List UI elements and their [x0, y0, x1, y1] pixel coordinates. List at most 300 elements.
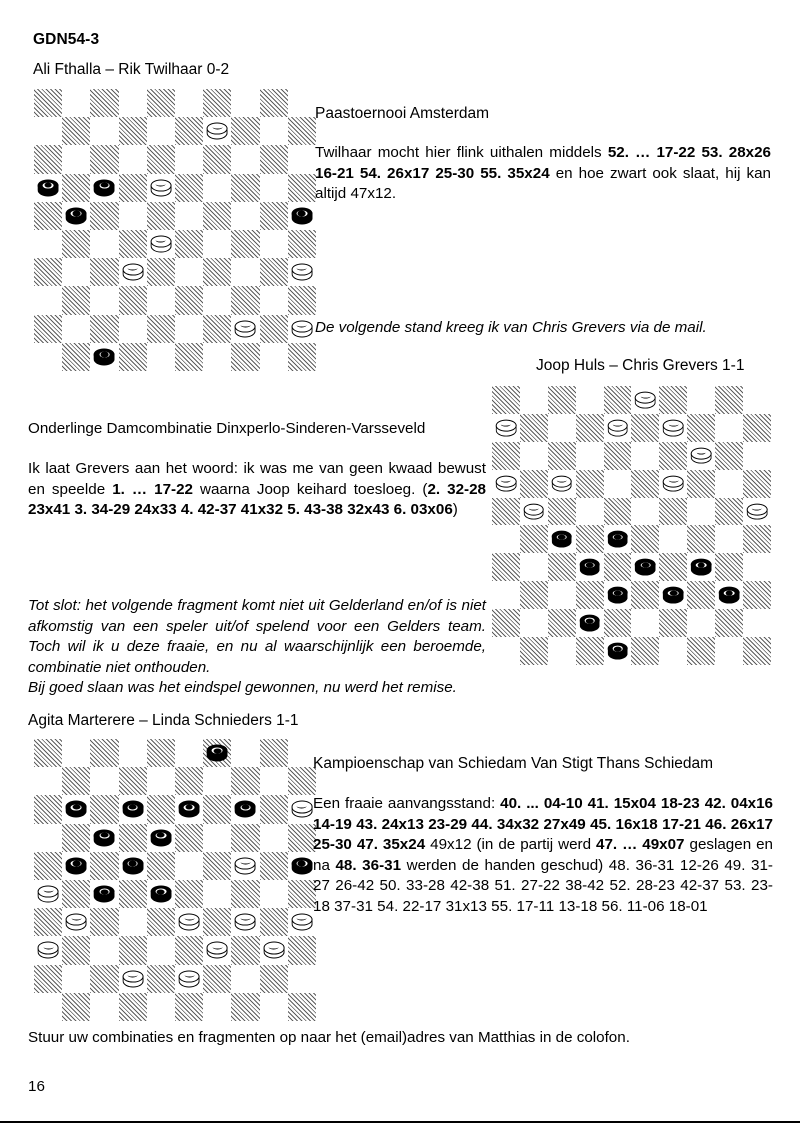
board-square-dark: [203, 202, 231, 230]
board-square-dark: [147, 908, 175, 936]
board-square-light: [119, 89, 147, 117]
white-piece: [122, 264, 143, 281]
commentary-run: 49x12 (in de partij werd: [425, 836, 597, 853]
board-square-light: [715, 525, 743, 553]
board-square-dark: [548, 609, 576, 637]
board-square-light: [492, 525, 520, 553]
board-square-dark: [231, 117, 259, 145]
board-square-light: [231, 965, 259, 993]
commentary-run: werden de handen geschud) 48. 36-31 12-26 49. 31-27 26-42 50. 33-28 42-38 51. 27-22 38-42 52. 28-23 42-37 53. 23-18 37-31 54. 22-17 31x13 55. 17-11 13-18 56. 11-06 18-01: [313, 856, 773, 915]
board-square-light: [604, 525, 632, 553]
board-square-dark: [90, 315, 118, 343]
board-square-dark: [62, 767, 90, 795]
board-square-light: [147, 230, 175, 258]
board-square-light: [175, 795, 203, 823]
white-piece: [496, 419, 517, 436]
board-square-light: [62, 795, 90, 823]
board-square-dark: [90, 202, 118, 230]
board-square-dark: [119, 343, 147, 371]
board-square-light: [520, 386, 548, 414]
board-square-dark: [659, 386, 687, 414]
white-piece: [691, 447, 712, 464]
board-square-dark: [62, 230, 90, 258]
board-square-dark: [288, 286, 316, 314]
board-square-light: [548, 637, 576, 665]
board-square-dark: [548, 442, 576, 470]
board-square-light: [604, 637, 632, 665]
board-square-light: [687, 442, 715, 470]
board-square-light: [119, 258, 147, 286]
board-square-dark: [231, 993, 259, 1021]
board-square-light: [147, 993, 175, 1021]
board-square-light: [119, 852, 147, 880]
board-square-light: [743, 609, 771, 637]
board-square-dark: [147, 315, 175, 343]
board-square-light: [743, 553, 771, 581]
board-square-dark: [231, 880, 259, 908]
board-square-light: [231, 89, 259, 117]
board-square-light: [260, 880, 288, 908]
footer-note: Stuur uw combinaties en fragmenten op naar het (email)adres van Matthias in de colofon.: [28, 1029, 630, 1046]
board-square-dark: [175, 174, 203, 202]
white-piece: [291, 801, 312, 818]
black-piece: [38, 179, 59, 196]
board-square-light: [62, 89, 90, 117]
piece-core: [642, 562, 650, 567]
board-square-dark: [604, 442, 632, 470]
commentary-text-1: [315, 143, 771, 205]
board-square-light: [175, 908, 203, 936]
board-square-dark: [260, 908, 288, 936]
piece-core: [44, 183, 52, 188]
board-square-light: [715, 581, 743, 609]
board-square-light: [34, 286, 62, 314]
piece-core: [157, 889, 165, 894]
move-notation: 2. 32-28 23x41 3. 34-29 24x33 4. 42-37 41x32 5. 43-38 32x43 6. 03x06: [28, 480, 486, 518]
white-piece: [235, 320, 256, 337]
white-piece: [551, 475, 572, 492]
board-square-dark: [62, 824, 90, 852]
board-square-light: [119, 965, 147, 993]
board-square-dark: [715, 442, 743, 470]
board-square-light: [659, 581, 687, 609]
board-square-light: [90, 880, 118, 908]
game-heading-1: Ali Fthalla – Rik Twilhaar 0-2: [33, 61, 230, 78]
white-piece: [66, 914, 87, 931]
piece-core: [185, 805, 193, 810]
board-square-light: [119, 795, 147, 823]
board-square-light: [90, 993, 118, 1021]
piece-core: [129, 805, 137, 810]
black-piece: [607, 531, 628, 548]
board-square-dark: [260, 852, 288, 880]
board-square-dark: [604, 386, 632, 414]
board-square-light: [203, 286, 231, 314]
white-piece: [207, 942, 228, 959]
board-square-dark: [147, 739, 175, 767]
board-square-light: [260, 286, 288, 314]
black-piece: [691, 559, 712, 576]
white-piece: [291, 914, 312, 931]
board-square-light: [34, 343, 62, 371]
board-square-dark: [288, 117, 316, 145]
board-square-dark: [743, 414, 771, 442]
board-square-dark: [90, 965, 118, 993]
board-square-dark: [203, 315, 231, 343]
event-name-3: Kampioenschap van Schiedam Van Stigt Thans Schiedam: [313, 755, 714, 772]
black-piece: [150, 829, 171, 846]
board-square-light: [548, 581, 576, 609]
board-square-light: [231, 908, 259, 936]
board-square-dark: [231, 286, 259, 314]
board-square-dark: [743, 637, 771, 665]
board-agita-marterere-linda-schnieders: [34, 739, 316, 1021]
board-square-dark: [119, 230, 147, 258]
white-piece: [635, 392, 656, 409]
white-piece: [150, 236, 171, 253]
board-square-light: [119, 739, 147, 767]
board-square-dark: [175, 286, 203, 314]
board-square-light: [90, 117, 118, 145]
board-square-light: [520, 498, 548, 526]
piece-core: [101, 183, 109, 188]
board-square-light: [119, 908, 147, 936]
board-square-light: [631, 386, 659, 414]
board-square-dark: [203, 965, 231, 993]
board-square-light: [604, 470, 632, 498]
board-square-light: [147, 767, 175, 795]
board-square-light: [260, 230, 288, 258]
piece-core: [586, 562, 594, 567]
board-square-light: [34, 767, 62, 795]
board-square-dark: [288, 174, 316, 202]
board-square-dark: [231, 343, 259, 371]
commentary-run: waarna Joop keihard toesloeg. (: [192, 480, 428, 498]
board-square-light: [492, 637, 520, 665]
board-square-light: [715, 637, 743, 665]
board-square-dark: [260, 258, 288, 286]
board-square-dark: [288, 993, 316, 1021]
board-square-dark: [34, 202, 62, 230]
board-square-light: [548, 525, 576, 553]
commentary-run: ): [452, 501, 458, 518]
board-square-dark: [520, 470, 548, 498]
black-piece: [179, 801, 200, 818]
board-square-dark: [576, 525, 604, 553]
board-square-dark: [492, 386, 520, 414]
board-square-light: [34, 936, 62, 964]
commentary-run: Twilhaar mocht hier flink uithalen middels: [315, 144, 608, 161]
board-square-light: [231, 258, 259, 286]
board-square-dark: [34, 258, 62, 286]
board-square-dark: [631, 637, 659, 665]
board-square-dark: [687, 525, 715, 553]
board-square-dark: [147, 795, 175, 823]
board-square-light: [175, 852, 203, 880]
page-title: GDN54-3: [33, 31, 100, 48]
board-square-dark: [147, 202, 175, 230]
black-piece: [235, 801, 256, 818]
closing-italic-1: Tot slot: het volgende fragment komt niet uit Gelderland en/of is niet afkomstig van een speler uit/of spelend voor een Gelders team. Toch wil ik u deze fraaie, en nu al waarschijnlijk een beroemde, combinatie niet onthouden.: [28, 597, 486, 676]
board-square-dark: [62, 343, 90, 371]
board-square-light: [175, 145, 203, 173]
black-piece: [607, 587, 628, 604]
black-piece: [551, 531, 572, 548]
black-piece: [291, 207, 312, 224]
board-square-light: [687, 553, 715, 581]
board-square-light: [576, 498, 604, 526]
white-piece: [496, 475, 517, 492]
board-square-dark: [260, 739, 288, 767]
board-square-dark: [260, 145, 288, 173]
board-square-dark: [147, 965, 175, 993]
board-square-light: [604, 414, 632, 442]
board-square-light: [62, 852, 90, 880]
board-square-light: [147, 174, 175, 202]
board-square-dark: [175, 230, 203, 258]
board-square-dark: [687, 581, 715, 609]
board-square-light: [288, 852, 316, 880]
board-square-dark: [175, 767, 203, 795]
board-square-light: [659, 470, 687, 498]
board-square-light: [687, 498, 715, 526]
board-square-dark: [203, 145, 231, 173]
board-square-dark: [90, 795, 118, 823]
board-square-dark: [175, 824, 203, 852]
board-square-dark: [288, 880, 316, 908]
piece-core: [669, 590, 677, 595]
board-square-dark: [288, 936, 316, 964]
board-square-light: [520, 609, 548, 637]
board-square-light: [576, 442, 604, 470]
board-square-dark: [520, 581, 548, 609]
board-square-dark: [659, 442, 687, 470]
board-square-light: [34, 993, 62, 1021]
board-square-dark: [548, 553, 576, 581]
board-square-light: [34, 880, 62, 908]
board-square-dark: [119, 117, 147, 145]
board-square-dark: [576, 414, 604, 442]
board-square-light: [548, 414, 576, 442]
piece-core: [101, 833, 109, 838]
board-square-light: [119, 145, 147, 173]
board-square-dark: [34, 908, 62, 936]
piece-core: [558, 535, 566, 540]
move-notation: 40. ... 04-10 41. 15x04 18-23 42. 04x16 14-19 43. 24x13 23-29 44. 34x32 27x49 45. 16x18 17-21 46. 26x17 25-30 47. 35x24: [313, 795, 774, 853]
white-piece: [179, 970, 200, 987]
board-square-light: [90, 936, 118, 964]
black-piece: [66, 801, 87, 818]
board-square-dark: [715, 609, 743, 637]
move-notation: 52. … 17-22 53. 28x26 16-21 54. 26x17 25-30 55. 35x24: [315, 144, 771, 182]
board-square-dark: [231, 936, 259, 964]
board-square-dark: [288, 767, 316, 795]
board-square-dark: [288, 230, 316, 258]
board-square-dark: [62, 286, 90, 314]
board-square-light: [492, 470, 520, 498]
board-square-dark: [119, 767, 147, 795]
board-square-dark: [687, 414, 715, 442]
board-square-light: [90, 286, 118, 314]
board-square-dark: [715, 553, 743, 581]
board-square-light: [231, 145, 259, 173]
white-piece: [291, 264, 312, 281]
black-piece: [207, 745, 228, 762]
board-square-light: [687, 609, 715, 637]
board-square-light: [62, 145, 90, 173]
board-square-light: [203, 993, 231, 1021]
board-square-dark: [34, 739, 62, 767]
board-square-dark: [34, 965, 62, 993]
board-square-dark: [260, 202, 288, 230]
board-square-dark: [90, 908, 118, 936]
board-square-dark: [62, 174, 90, 202]
board-square-dark: [492, 609, 520, 637]
board-square-light: [288, 965, 316, 993]
board-square-light: [576, 386, 604, 414]
board-square-dark: [231, 174, 259, 202]
board-square-dark: [576, 637, 604, 665]
board-square-light: [119, 202, 147, 230]
board-square-light: [203, 880, 231, 908]
board-joop-huls-chris-grevers: [492, 386, 771, 665]
board-square-light: [288, 258, 316, 286]
game-heading-3: Agita Marterere – Linda Schnieders 1-1: [28, 712, 299, 729]
board-square-dark: [687, 470, 715, 498]
board-square-dark: [147, 258, 175, 286]
board-square-dark: [743, 581, 771, 609]
piece-core: [72, 861, 80, 866]
board-square-light: [520, 553, 548, 581]
board-square-dark: [175, 880, 203, 908]
game-heading-2: Joop Huls – Chris Grevers 1-1: [536, 357, 745, 374]
board-square-light: [492, 581, 520, 609]
page-number: 16: [28, 1078, 45, 1095]
board-square-dark: [62, 117, 90, 145]
board-square-dark: [715, 386, 743, 414]
board-square-dark: [659, 498, 687, 526]
board-square-dark: [743, 525, 771, 553]
board-square-dark: [62, 936, 90, 964]
board-square-light: [147, 936, 175, 964]
board-square-dark: [34, 89, 62, 117]
piece-core: [242, 805, 250, 810]
white-piece: [663, 475, 684, 492]
board-square-light: [175, 965, 203, 993]
board-square-light: [34, 117, 62, 145]
move-notation: 47. … 49x07: [596, 836, 685, 853]
white-piece: [663, 419, 684, 436]
closing-italic-2: Bij goed slaan was het eindspel gewonnen, nu werd het remise.: [28, 679, 457, 696]
board-square-dark: [175, 993, 203, 1021]
board-square-light: [659, 414, 687, 442]
board-square-light: [631, 498, 659, 526]
board-square-dark: [520, 414, 548, 442]
white-piece: [291, 320, 312, 337]
board-square-light: [34, 824, 62, 852]
black-piece: [579, 559, 600, 576]
piece-core: [101, 352, 109, 357]
board-square-light: [231, 739, 259, 767]
board-square-dark: [90, 852, 118, 880]
white-piece: [235, 857, 256, 874]
board-square-light: [90, 343, 118, 371]
board-square-light: [147, 880, 175, 908]
board-square-dark: [34, 852, 62, 880]
board-square-dark: [175, 117, 203, 145]
board-square-dark: [520, 525, 548, 553]
board-square-light: [231, 852, 259, 880]
black-piece: [122, 857, 143, 874]
board-square-light: [34, 230, 62, 258]
board-square-dark: [631, 525, 659, 553]
board-square-dark: [203, 89, 231, 117]
black-piece: [94, 179, 115, 196]
board-square-light: [90, 174, 118, 202]
board-square-light: [604, 581, 632, 609]
board-square-dark: [147, 852, 175, 880]
board-square-dark: [90, 145, 118, 173]
piece-core: [129, 861, 137, 866]
black-piece: [122, 801, 143, 818]
board-square-dark: [520, 637, 548, 665]
board-square-dark: [119, 880, 147, 908]
board-square-light: [203, 936, 231, 964]
board-square-light: [631, 553, 659, 581]
board-square-light: [62, 739, 90, 767]
white-piece: [235, 914, 256, 931]
board-square-light: [203, 117, 231, 145]
board-square-dark: [231, 824, 259, 852]
board-square-light: [231, 202, 259, 230]
board-square-light: [260, 824, 288, 852]
piece-core: [298, 861, 306, 866]
board-square-light: [687, 386, 715, 414]
board-square-light: [260, 117, 288, 145]
board-square-dark: [90, 258, 118, 286]
board-square-dark: [34, 795, 62, 823]
board-square-light: [62, 202, 90, 230]
black-piece: [635, 559, 656, 576]
commentary-text-3: [313, 794, 773, 917]
board-square-light: [260, 767, 288, 795]
board-square-light: [34, 174, 62, 202]
white-piece: [747, 503, 768, 520]
board-square-light: [231, 315, 259, 343]
white-piece: [524, 503, 545, 520]
board-square-light: [548, 470, 576, 498]
white-piece: [38, 886, 59, 903]
board-square-dark: [576, 470, 604, 498]
event-name-1: Paastoernooi Amsterdam: [315, 105, 490, 122]
board-square-light: [288, 739, 316, 767]
board-square-dark: [631, 470, 659, 498]
board-square-light: [288, 908, 316, 936]
board-square-light: [62, 965, 90, 993]
board-square-dark: [147, 89, 175, 117]
board-square-dark: [203, 852, 231, 880]
board-square-light: [203, 343, 231, 371]
board-square-light: [288, 202, 316, 230]
board-square-dark: [659, 609, 687, 637]
board-square-light: [576, 609, 604, 637]
move-notation: 48. 36-31: [335, 856, 402, 874]
board-square-dark: [203, 908, 231, 936]
board-square-light: [492, 414, 520, 442]
board-square-dark: [231, 767, 259, 795]
board-square-light: [260, 343, 288, 371]
board-square-dark: [260, 89, 288, 117]
